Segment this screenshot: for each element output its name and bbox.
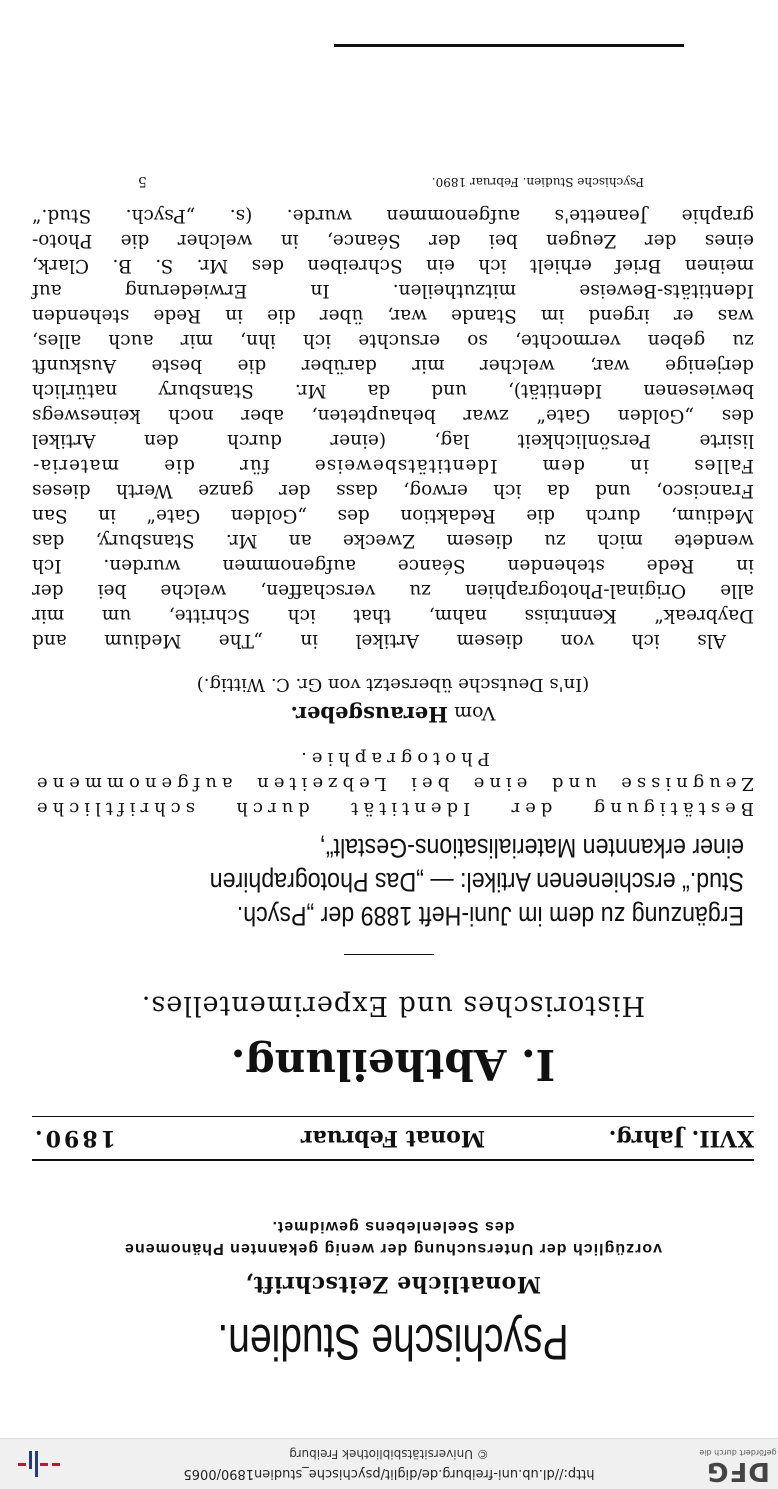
body-line: bewiesenen Identität), und da Mr. Stansbury natürlich: [32, 380, 754, 401]
body-line: graphie Jeanette's aufgenommen wurde. (s. „Psych. Stud.“: [32, 205, 754, 226]
body-line: eines der Zeugen bei der Séance, in welcher die Photo-: [32, 230, 754, 251]
copyright-notice: © Universitätsbibliothek Freiburg: [289, 1447, 489, 1461]
article-subtitle: [32, 746, 754, 821]
body-line: wendete mich zu diesem Zwecke an Mr. Stansbury, das: [32, 530, 754, 551]
body-line: was er irgend im Stande war, über die in Rede stehenden: [32, 305, 754, 326]
article-subtitle-line: Zeugnisse und eine bei Lebzeiten aufgenommene: [32, 773, 754, 794]
article-byline: [32, 702, 754, 727]
viewer-header: [0, 1438, 778, 1489]
body-line: derjenige war, welcher mir darüber die beste Auskunft: [32, 355, 754, 376]
article-translator: (In's Deutsche übersetzt von Gr. C. Wittig.): [196, 674, 590, 695]
article-title-line: Stud.“ erschienenen Artikel: — „Das Photographiren: [209, 867, 744, 897]
article-title-line: einer erkannten Materialisations-Gestalt“,: [319, 833, 744, 863]
article-subtitle-line: Photographie.: [296, 748, 490, 769]
body-line: Daybreak“ Kenntniss nahm, that ich Schritte, um mir: [32, 605, 754, 626]
issue-year: 1890.: [32, 1125, 116, 1151]
dedication-line: vorzüglich der Untersuchung der wenig gekannten Phänomene: [124, 1240, 662, 1257]
body-line: des „Golden Gate“ zwar behaupteten, aber noch keineswegs: [32, 405, 754, 426]
body-line: Medium, durch die Redaktion des „Golden Gate“ in San: [32, 505, 754, 526]
next-page-edge: [334, 44, 684, 47]
university-library-logo-icon: [16, 1449, 60, 1479]
issue-month: Monat Februar: [300, 1125, 486, 1151]
document-url[interactable]: http://dl.ub.uni-freiburg.de/diglit/psychische_studien1890/0065: [183, 1466, 595, 1481]
body-line: zu geben vermochte, so ersuchte ich ihn, mir auch alles,: [32, 330, 754, 351]
dfg-logo-subtitle: gefördert durch die: [699, 1448, 777, 1457]
section-title: I. Abtheilung.: [230, 1040, 556, 1089]
journal-dedication: [32, 1215, 754, 1259]
issue-line: [32, 1121, 754, 1151]
journal-subtitle: Monatliche Zeitschrift,: [244, 1271, 542, 1297]
body-line: Identitäts-Beweise mitzutheilen. In Erwiederung auf: [32, 280, 754, 301]
running-head: Psychische Studien. Februar 1890.: [431, 175, 644, 189]
volume-label: XVII. Jahrg.: [608, 1125, 754, 1151]
dfg-logo-text: DFG: [706, 1456, 770, 1486]
article-title: [22, 831, 744, 933]
body-line: lisirte Persönlichkeit lag, (einer durch den Artikel: [32, 430, 754, 451]
article-title-line: Ergänzung zu dem im Juni-Heft 1889 der „Psych.: [236, 901, 744, 931]
journal-masthead: [32, 1215, 754, 1371]
body-line: Francisco, und da ich erwog, dass der ganze Werth dieses: [32, 480, 754, 501]
article-body: [32, 203, 754, 653]
byline-name: Herausgeber.: [290, 702, 449, 727]
body-line: alle Original-Photographien zu verschaffen, welche bei der: [32, 580, 754, 601]
dedication-line: des Seelenlebens gewidmet.: [271, 1218, 515, 1235]
body-line: Als ich von diesem Artikel in „The Medium and: [32, 630, 726, 651]
body-line: Falles in dem Identitätsbeweise für die materia-: [32, 455, 754, 476]
article-subtitle-line: Bestätigung der Identität durch schriftliche: [32, 798, 754, 819]
body-line: meinen Brief erhielt ich ein Schreiben des Mr. S. B. Clark,: [32, 255, 754, 276]
page-number: 5: [138, 173, 147, 189]
masthead-rule: [32, 1159, 754, 1161]
byline-prefix: Vom: [454, 702, 496, 724]
issue-rule: [32, 1116, 754, 1117]
page-footer: [138, 171, 644, 189]
body-line: in Rede stehenden Séance aufgenommen wurden. Ich: [32, 555, 754, 576]
journal-title: Psychische Studien.: [217, 1314, 569, 1370]
section-divider: [344, 954, 434, 955]
section-subtitle: Historisches und Experimentelles.: [140, 990, 646, 1021]
